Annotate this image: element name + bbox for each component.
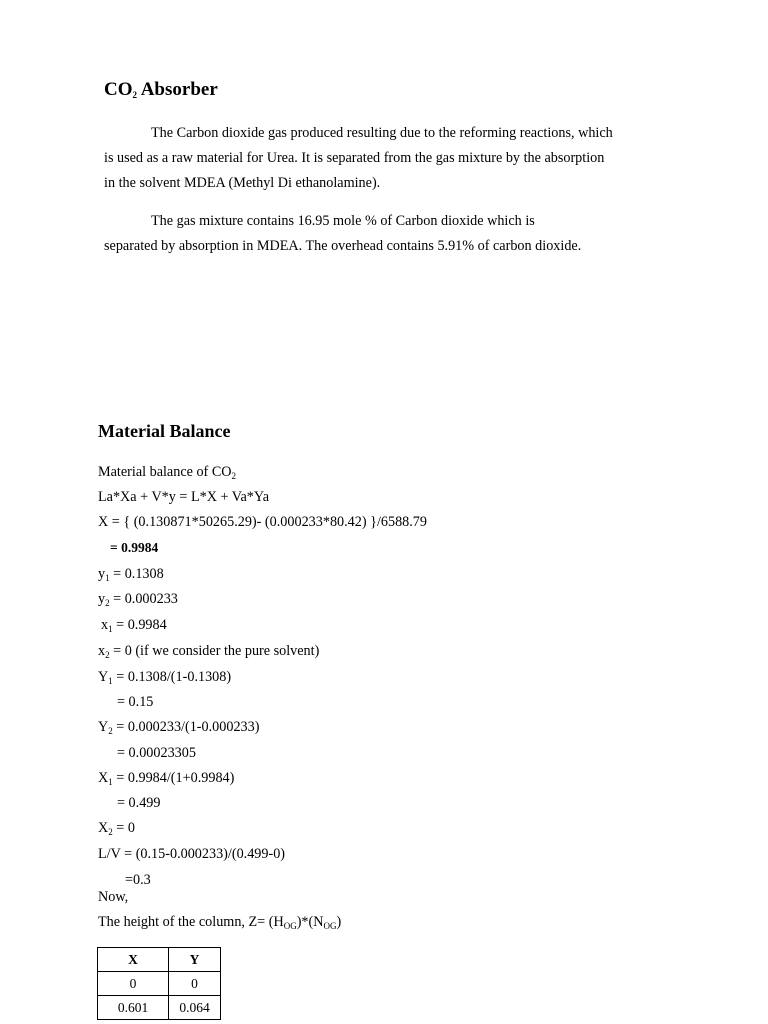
Y1-line: $Y_1 = 0.1308/(1-0.1308)$: [98, 669, 232, 686]
X1-line: $X_1 = 0.9984/(1+0.9984)$: [98, 770, 235, 787]
column-height-line: The height of the column, $Z= (H_{OG})*(N_{OG})$: [98, 914, 342, 931]
y2-line: $y_2 = 0.000233$: [98, 591, 178, 608]
X2-line: $X_2 = 0$: [98, 820, 135, 837]
x-calculation: X = { (0.130871*50265.29)- (0.000233*80.42) }/6588.79: [98, 514, 427, 530]
Y1-result: = 0.15: [117, 694, 154, 710]
now-line: Now,: [98, 889, 129, 905]
X1-result: = 0.499: [117, 795, 161, 811]
Y2-line: $Y_2 = 0.000233/(1-0.000233)$: [98, 719, 260, 736]
lv-calculation: L/V = (0.15-0.000233)/(0.499-0): [98, 846, 286, 862]
balance-equation: La*Xa + V*y = L*X + Va*Ya: [98, 489, 269, 505]
table-row: [98, 972, 221, 996]
mb-of-co2-line: Material balance of $CO_2$: [98, 464, 237, 481]
table-cell: 0.064: [169, 996, 221, 1020]
table-cell: 0.601: [98, 996, 169, 1020]
intro-paragraph-1: [104, 121, 664, 196]
para2-line1: The gas mixture contains 16.95 mole % of Carbon dioxide which is: [151, 213, 535, 229]
table-cell: 0: [98, 972, 169, 996]
para1-line3: in the solvent MDEA (Methyl Di ethanolamine).: [104, 175, 381, 191]
material-balance-heading: Material Balance: [98, 421, 231, 441]
para1-line2: is used as a raw material for Urea. It is separated from the gas mixture by the absorption: [104, 150, 605, 166]
table-row: [98, 996, 221, 1020]
Y2-result: = 0.00023305: [117, 745, 196, 761]
lv-result: =0.3: [125, 872, 151, 888]
y1-line: $y_1 = 0.1308$: [98, 566, 164, 583]
x-result: = 0.9984: [110, 540, 159, 555]
table-cell: 0: [169, 972, 221, 996]
x-column-header: X: [98, 948, 169, 972]
x1-line: $x_1 = 0.9984$: [101, 617, 167, 634]
co2-absorber-heading: $CO_2$ Absorber: [104, 79, 218, 100]
intro-paragraph-2: [104, 209, 664, 259]
y-column-header: Y: [169, 948, 221, 972]
para1-line1: The Carbon dioxide gas produced resulting due to the reforming reactions, which: [151, 125, 613, 141]
xy-table: [97, 947, 221, 1020]
x2-line: $x_2 = 0$ (if we consider the pure solvent): [98, 643, 320, 660]
para2-line2: separated by absorption in MDEA. The overhead contains 5.91% of carbon dioxide.: [104, 238, 582, 254]
table-header-row: [98, 948, 221, 972]
